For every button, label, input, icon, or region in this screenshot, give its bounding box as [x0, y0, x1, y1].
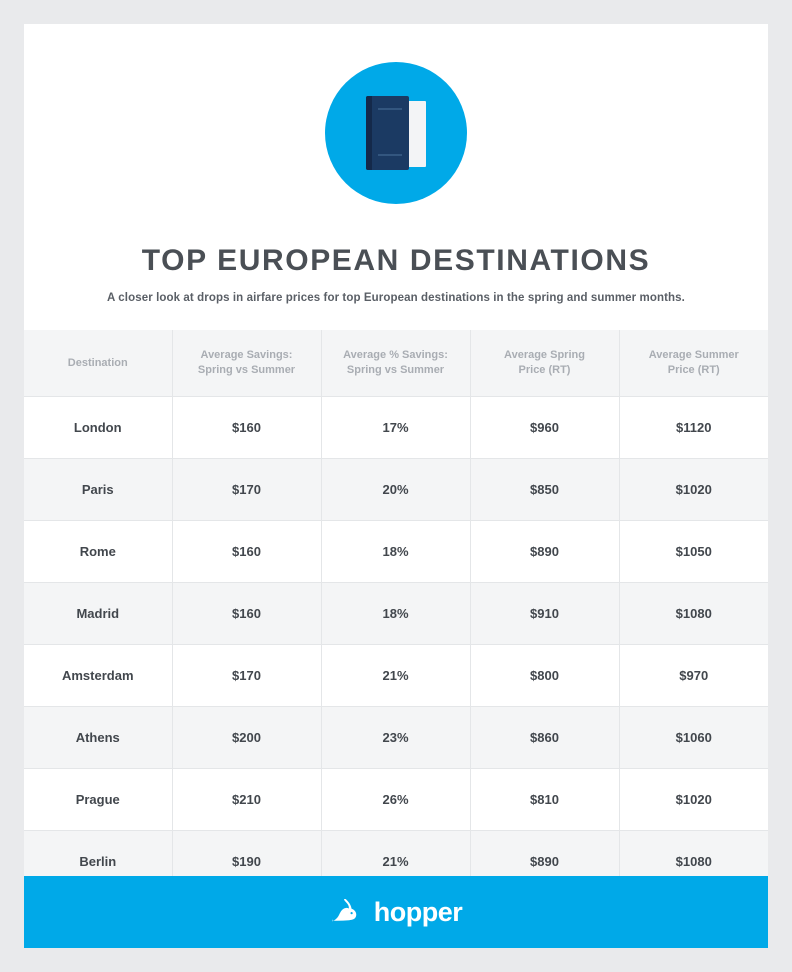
book-band-bottom-shape — [378, 154, 402, 156]
column-header-average-spring-price — [470, 330, 619, 397]
cell-average-summer-price: $1020 — [619, 769, 768, 831]
cell-average-savings: $160 — [172, 521, 321, 583]
books-icon — [325, 62, 467, 204]
cell-destination: Berlin — [24, 831, 172, 893]
brand-name: hopper — [373, 896, 463, 927]
cell-average-summer-price: $1050 — [619, 521, 768, 583]
rabbit-icon — [330, 899, 364, 925]
book-navy-shape — [366, 96, 409, 170]
content-card — [24, 24, 768, 948]
header — [24, 24, 768, 330]
cell-destination: Paris — [24, 459, 172, 521]
column-header-average-savings — [172, 330, 321, 397]
cell-average-spring-price: $800 — [470, 645, 619, 707]
table-row — [24, 645, 768, 707]
cell-destination: Madrid — [24, 583, 172, 645]
cell-average-percent-savings: 23% — [321, 707, 470, 769]
cell-average-savings: $200 — [172, 707, 321, 769]
table-row — [24, 707, 768, 769]
column-header-line-1: Average % Savings: — [343, 349, 448, 361]
cell-average-summer-price: $1080 — [619, 583, 768, 645]
cell-average-percent-savings: 20% — [321, 459, 470, 521]
destinations-table — [24, 330, 768, 892]
cell-destination: Amsterdam — [24, 645, 172, 707]
page-subtitle: A closer look at drops in airfare prices for top European destinations in the spring and summer months. — [107, 292, 685, 304]
table-row — [24, 521, 768, 583]
column-header-line-2: Spring vs Summer — [346, 364, 445, 376]
table-row — [24, 583, 768, 645]
table-header-row — [24, 330, 768, 397]
cell-average-savings: $210 — [172, 769, 321, 831]
cell-average-savings: $170 — [172, 645, 321, 707]
cell-average-percent-savings: 18% — [321, 583, 470, 645]
cell-destination: Athens — [24, 707, 172, 769]
cell-average-spring-price: $850 — [470, 459, 619, 521]
book-band-top-shape — [378, 108, 402, 110]
cell-average-percent-savings: 21% — [321, 645, 470, 707]
page-title: TOP EUROPEAN DESTINATIONS — [141, 244, 651, 277]
cell-average-percent-savings: 17% — [321, 397, 470, 459]
cell-average-spring-price: $910 — [470, 583, 619, 645]
cell-average-savings: $170 — [172, 459, 321, 521]
cell-average-spring-price: $960 — [470, 397, 619, 459]
cell-average-summer-price: $1080 — [619, 831, 768, 893]
cell-average-summer-price: $1020 — [619, 459, 768, 521]
cell-average-percent-savings: 21% — [321, 831, 470, 893]
cell-average-summer-price: $1060 — [619, 707, 768, 769]
cell-destination: Rome — [24, 521, 172, 583]
column-header-line-2: Spring vs Summer — [197, 364, 296, 376]
column-header-line-1: Average Spring — [504, 349, 585, 361]
footer-brand-bar — [24, 876, 768, 948]
cell-average-spring-price: $810 — [470, 769, 619, 831]
column-header-line-1: Destination — [67, 356, 128, 369]
cell-destination: Prague — [24, 769, 172, 831]
table-row — [24, 459, 768, 521]
table-row — [24, 397, 768, 459]
column-header-line-1: Average Savings: — [200, 349, 293, 361]
column-header-average-summer-price — [619, 330, 768, 397]
column-header-line-2: Price (RT) — [667, 364, 720, 376]
book-spine-shape — [366, 96, 372, 170]
cell-average-summer-price: $1120 — [619, 397, 768, 459]
column-header-line-1: Average Summer — [648, 349, 739, 361]
cell-average-summer-price: $970 — [619, 645, 768, 707]
column-header-average-percent-savings — [321, 330, 470, 397]
cell-average-savings: $160 — [172, 397, 321, 459]
cell-average-savings: $190 — [172, 831, 321, 893]
cell-destination: London — [24, 397, 172, 459]
cell-average-percent-savings: 26% — [321, 769, 470, 831]
table-row — [24, 769, 768, 831]
cell-average-spring-price: $890 — [470, 521, 619, 583]
cell-average-savings: $160 — [172, 583, 321, 645]
cell-average-percent-savings: 18% — [321, 521, 470, 583]
data-table-wrapper — [24, 330, 768, 948]
column-header-line-2: Price (RT) — [518, 364, 571, 376]
cell-average-spring-price: $890 — [470, 831, 619, 893]
brand — [330, 896, 463, 927]
cell-average-spring-price: $860 — [470, 707, 619, 769]
column-header-destination — [24, 330, 172, 397]
